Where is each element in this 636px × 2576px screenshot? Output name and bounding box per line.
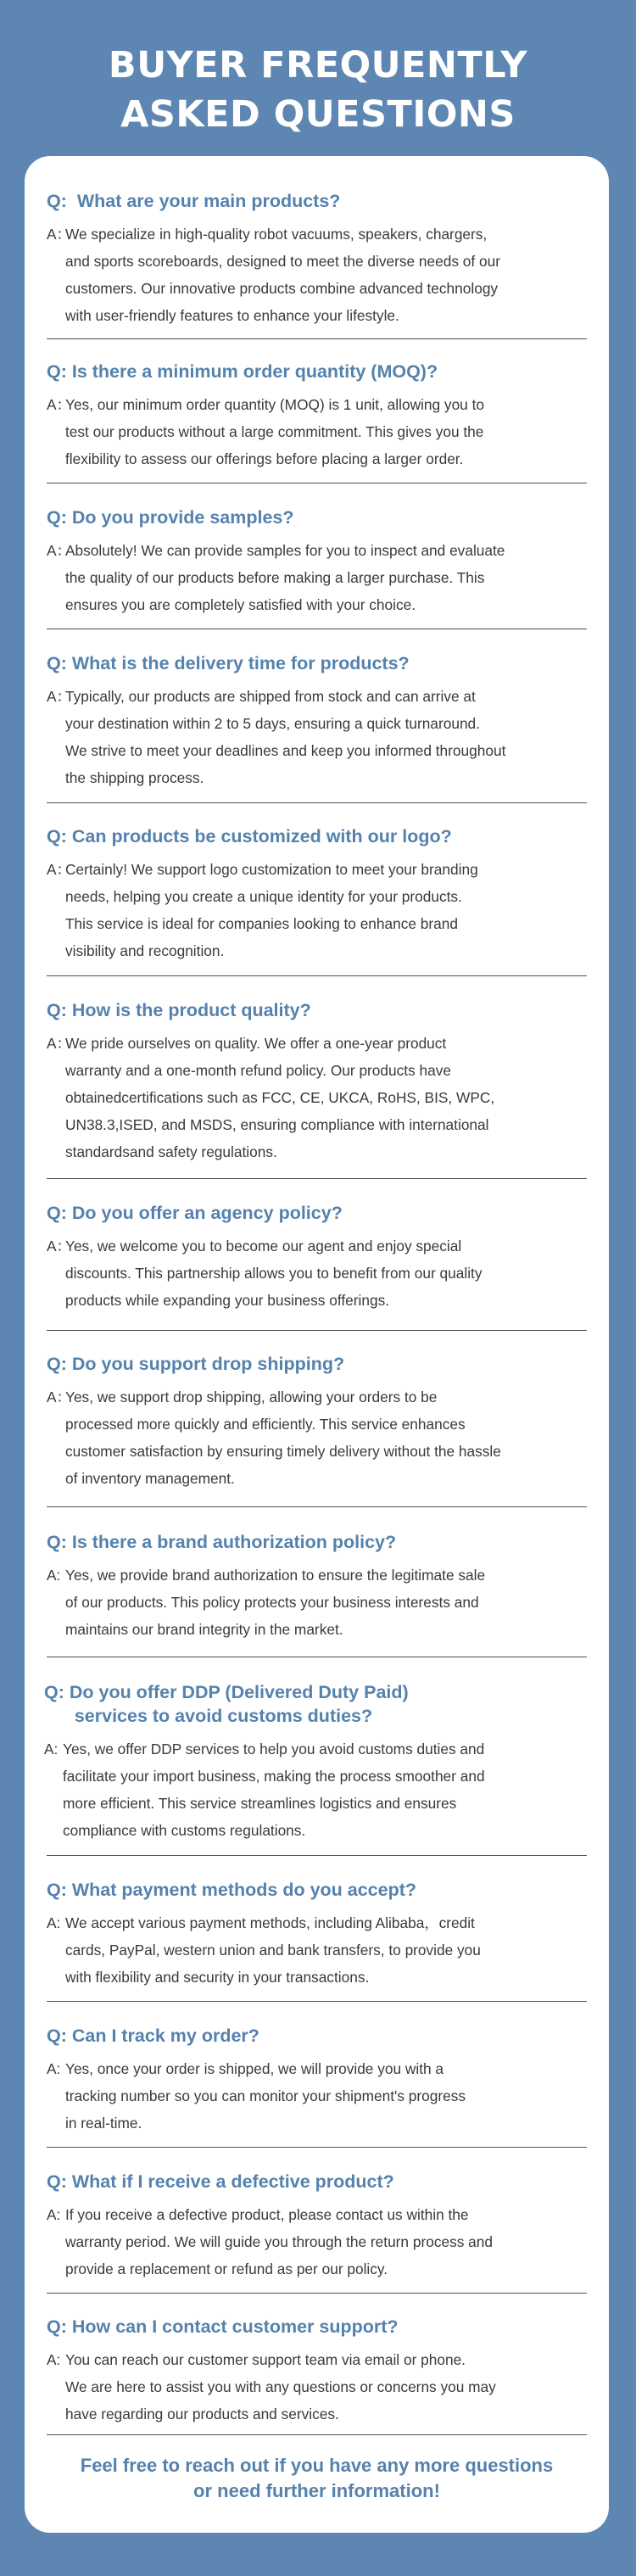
footer-line-1: Feel free to reach out if you have any more questions [80,2455,554,2476]
answer-text [65,1030,494,1165]
answer-label: A: [47,2060,65,2077]
answer [47,537,609,618]
faq-item-drop-shipping [47,1352,609,1492]
answer [47,221,609,329]
answer-text [65,856,478,964]
faq-item-product-quality [47,998,609,1165]
divider [47,1330,587,1331]
question: Q: Do you offer an agency policy? [47,1203,343,1223]
answer-text [65,1383,501,1492]
faq-item-delivery-time [47,651,609,791]
answer-label: A： [47,1389,71,1405]
divider [47,2293,587,2294]
answer-label: A： [47,861,71,878]
answer-line: Typically, our products are shipped from stock and can arrive at [65,688,476,705]
divider [47,2147,587,2148]
faq-item-defective-product [47,2170,609,2283]
answer-label: A: [47,2206,65,2223]
faq-item-logo-customization [47,824,609,964]
faq-item-brand-authorization [47,1530,609,1643]
answer-line: flexibility to assess our offerings before placing a larger order. [65,450,464,467]
title-line-1: BUYER FREQUENTLY [108,44,528,87]
answer-line: tracking number so you can monitor your shipment's progress [65,2087,466,2104]
answer-line: with user-friendly features to enhance your lifestyle. [65,307,399,324]
answer-line: needs, helping you create a unique identity for your products. [65,888,462,905]
answer-label: A: [47,1914,65,1931]
footer-line-2: or need further information! [193,2480,440,2501]
answer-line: of inventory management. [65,1470,235,1487]
question: Q: Can I track my order? [47,2026,259,2046]
faq-item-ddp [44,1680,606,1844]
answer-text [65,2201,493,2283]
answer-line: We specialize in high-quality robot vacuums, speakers, chargers, [65,226,488,243]
answer-line: Certainly! We support logo customization to meet your branding [65,861,478,878]
answer-label: A： [47,226,71,243]
question: Q: Is there a minimum order quantity (MOQ)? [47,361,438,382]
answer-text [65,2346,496,2428]
faq-item-payment-methods [47,1878,609,1991]
faq-item-main-products [47,189,609,329]
answer [47,1030,609,1165]
answer-text [65,1562,485,1643]
answer-line: provide a replacement or refund as per our policy. [65,2260,388,2277]
answer-line: more efficient. This service streamlines logistics and ensures [63,1795,457,1812]
answer-line: We strive to meet your deadlines and keep you informed throughout [65,742,506,759]
answer-line: We are here to assist you with any questions or concerns you may [65,2378,496,2395]
question: Q: Do you offer DDP (Delivered Duty Paid) services to avoid customs duties? [44,1682,409,1726]
answer-line: with flexibility and security in your transactions. [65,1969,370,1986]
answer-label: A： [47,542,71,559]
divider [47,2434,587,2435]
question: Q: Can products be customized with our logo? [47,826,452,847]
answer-line: warranty and a one-month refund policy. Our products have [65,1062,451,1079]
question: Q: How is the product quality? [47,1000,311,1020]
divider [47,1178,587,1179]
answer [47,1232,609,1314]
answer-line: Yes, we provide brand authorization to ensure the legitimate sale [65,1567,486,1584]
answer-line: We pride ourselves on quality. We offer a one-year product [65,1035,447,1052]
question: Q: Is there a brand authorization policy? [47,1532,397,1552]
answer-line: We accept various payment methods, including Alibaba，credit [65,1914,475,1931]
answer-line: your destination within 2 to 5 days, ensuring a quick turnaround. [65,715,480,732]
answer-line: in real-time. [65,2115,142,2132]
answer-line: Yes, we offer DDP services to help you avoid customs duties and [63,1741,485,1757]
answer-line: This service is ideal for companies looking to enhance brand [65,915,459,932]
answer-line: Absolutely! We can provide samples for you to inspect and evaluate [65,542,505,559]
faq-item-order-tracking [47,2024,609,2137]
answer [47,1909,609,1991]
answer-text [63,1735,485,1844]
answer-line: UN38.3,ISED, and MSDS, ensuring compliance with international [65,1116,489,1133]
answer-label: A： [47,1238,71,1254]
answer-line: compliance with customs regulations. [63,1822,306,1839]
answer-line: visibility and recognition. [65,942,225,959]
answer-label: A： [47,1035,71,1052]
answer-line: cards, PayPal, western union and bank transfers, to provide you [65,1942,481,1959]
question: Q: What are your main products? [47,191,341,211]
answer-text [65,1232,483,1314]
answer [47,2201,609,2283]
divider [47,975,587,976]
answer-line: ensures you are completely satisfied with your choice. [65,596,416,613]
answer-line: and sports scoreboards, designed to meet the diverse needs of our [65,253,500,270]
answer-line: processed more quickly and efficiently. This service enhances [65,1416,466,1433]
answer-line: discounts. This partnership allows you to benefit from our quality [65,1265,483,1282]
question: Q: Do you support drop shipping? [47,1354,345,1374]
answer-text [65,1909,481,1991]
divider [47,338,587,339]
page-title [0,41,636,139]
answer-line: customers. Our innovative products combine advanced technology [65,280,499,297]
answer-line: the quality of our products before making a larger purchase. This [65,569,485,586]
answer-line: Yes, we support drop shipping, allowing your orders to be [65,1389,438,1405]
answer-line: products while expanding your business offerings. [65,1292,390,1309]
answer-text [65,2055,466,2137]
answer-text [65,683,505,791]
answer-label: A: [47,2351,65,2368]
divider [47,1855,587,1856]
answer [47,2346,609,2428]
answer-text [65,221,500,329]
answer-line: facilitate your import business, making the process smoother and [63,1768,485,1785]
answer-line: maintains our brand integrity in the market. [65,1621,343,1638]
answer-line: You can reach our customer support team via email or phone. [65,2351,466,2368]
answer [47,1562,609,1643]
answer-line: Yes, once your order is shipped, we will provide you with a [65,2060,444,2077]
answer [47,1383,609,1492]
answer-label: A: [44,1741,63,1757]
answer [47,683,609,791]
divider [47,1506,587,1507]
question: Q: Do you provide samples? [47,507,294,528]
answer-line: have regarding our products and services. [65,2406,339,2422]
answer-line: If you receive a defective product, please contact us within the [65,2206,469,2223]
faq-item-samples [47,506,609,618]
question: Q: What payment methods do you accept? [47,1880,417,1900]
question: Q: What if I receive a defective product? [47,2171,394,2192]
faq-card [25,156,609,2533]
answer-line: standardsand safety regulations. [65,1143,277,1160]
answer [47,856,609,964]
answer-line: Yes, our minimum order quantity (MOQ) is 1 unit, allowing you to [65,396,484,413]
answer-label: A: [47,1567,65,1584]
answer-label: A： [47,688,71,705]
faq-item-moq [47,360,609,472]
question: Q: What is the delivery time for products? [47,653,410,673]
answer [47,391,609,472]
title-line-2: ASKED QUESTIONS [120,93,516,136]
answer-line: obtainedcertifications such as FCC, CE, UKCA, RoHS, BIS, WPC, [65,1089,495,1106]
answer-line: customer satisfaction by ensuring timely delivery without the hassle [65,1443,501,1460]
answer-line: warranty period. We will guide you through the return process and [65,2233,493,2250]
answer-line: test our products without a large commitment. This gives you the [65,423,484,440]
answer-label: A： [47,396,71,413]
answer-line: of our products. This policy protects your business interests and [65,1594,479,1611]
answer-line: the shipping process. [65,769,204,786]
footer-note [25,2453,609,2504]
faq-item-customer-support [47,2315,609,2428]
answer [47,2055,609,2137]
answer [44,1735,606,1844]
faq-item-agency-policy [47,1201,609,1314]
question: Q: How can I contact customer support? [47,2316,399,2337]
answer-text [65,391,484,472]
divider [47,802,587,803]
answer-line: Yes, we welcome you to become our agent and enjoy special [65,1238,462,1254]
answer-text [65,537,505,618]
divider [47,2001,587,2002]
